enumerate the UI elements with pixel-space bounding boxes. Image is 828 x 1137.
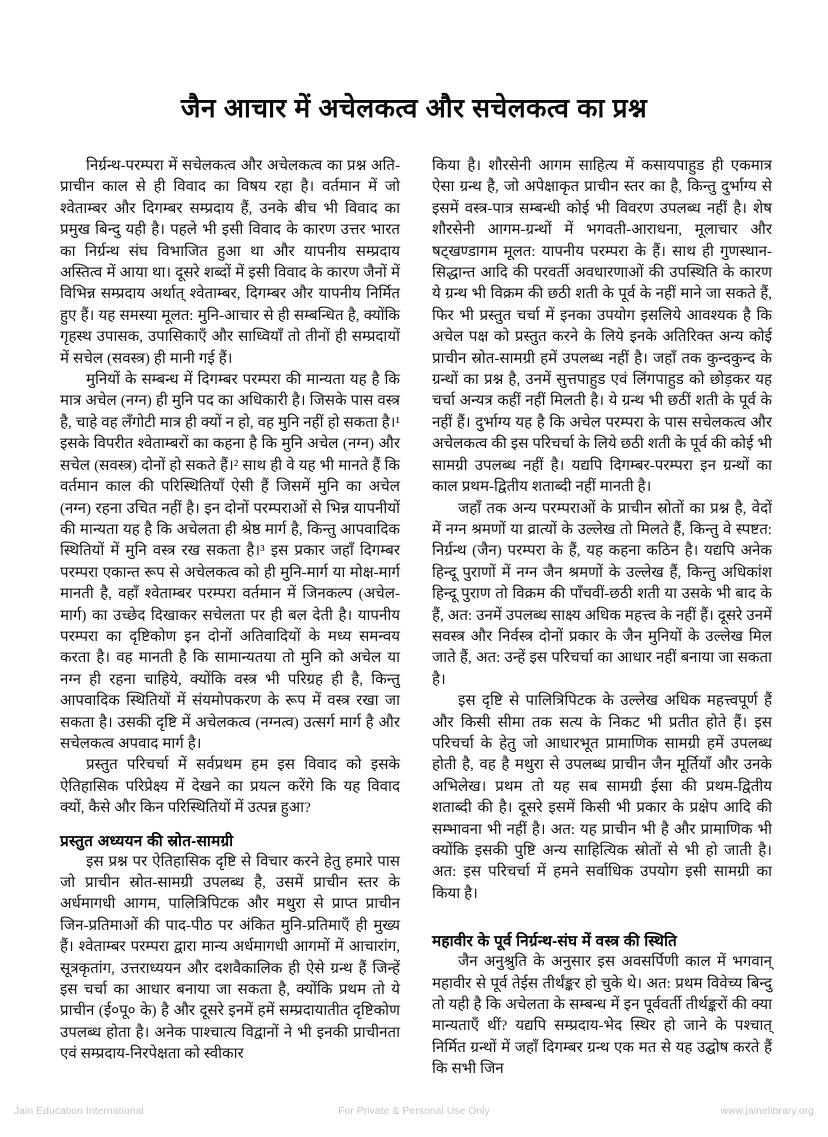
paragraph: निर्ग्रन्थ-परम्परा में सचेलकत्व और अचेलकत्व का प्रश्न अति-प्राचीन काल से ही विवाद का विषय रहा है। वर्तमान में जो श्वेताम्बर और दिगम्बर सम्प्रदाय हैं, उनके बीच भी विवाद का प्रमुख बिन्दु यही है। पहले भी इसी विवाद के कारण उत्तर भारत का निर्ग्रन्थ संघ विभाजित हुआ था और यापनीय सम्प्रदाय अस्तित्व में आया था। दूसरे शब्दों में इसी विवाद के कारण जैनों में विभिन्न सम्प्रदाय अर्थात् श्वेताम्बर, दिगम्बर और यापनीय निर्मित हुए हैं। यह समस्या मूलत: मुनि-आचार से ही सम्बन्धित है, क्योंकि गृहस्थ उपासक, उपासिकाएँ और साध्वियाँ तो तीनों ही सम्प्रदायों में सचेल (सवस्त्र) ही मानी गई हैं। — [60, 158, 400, 367]
footer-usage-notice: For Private & Personal Use Only — [338, 1105, 490, 1117]
paragraph: किया है। शौरसेनी आगम साहित्य में कसायपाहुड ही एकमात्र ऐसा ग्रन्थ है, जो अपेक्षाकृत प्राचीन स्तर का है, किन्तु दुर्भाग्य से इसमें वस्त्र-पात्र सम्बन्धी कोई भी विवरण उपलब्ध नहीं है। शेष शौरसेनी आगम-ग्रन्थों में भगवती-आराधना, मूलाचार और षट्खण्डागम मूलत: यापनीय परम्परा के हैं। साथ ही गुणस्थान-सिद्धान्त आदि की परवर्ती अवधारणाओं की उपस्थिति के कारण ये ग्रन्थ भी विक्रम की छठी शती के पूर्व के नहीं माने जा सकते हैं, फिर भी प्रस्तुत चर्चा में इनका उपयोग इसलिये आवश्यक है कि अचेल पक्ष को प्रस्तुत करने के लिये इनके अतिरिक्त अन्य कोई प्राचीन स्रोत-सामग्री हमें उपलब्ध नहीं है। जहाँ तक कुन्दकुन्द के ग्रन्थों का प्रश्न है, उनमें सुत्तपाहुड एवं लिंगपाहुड को छोड़कर यह चर्चा अन्यत्र कहीं नहीं मिलती है। ये ग्रन्थ भी छठीं शती के पूर्व के नहीं हैं। दुर्भाग्य यह है कि अचेल परम्परा के पास सचेलकत्व और अचेलकत्व की इस परिचर्चा के लिये छठी शती के पूर्व की कोई भी सामग्री उपलब्ध नहीं है। यद्यपि दिगम्बर-परम्परा इन ग्रन्थों का काल प्रथम-द्वितीय शताब्दी नहीं मानती है। — [432, 158, 772, 496]
right-column — [432, 156, 772, 1081]
paragraph: इस दृष्टि से पालित्रिपिटक के उल्लेख अधिक महत्त्वपूर्ण हैं और किसी सीमा तक सत्य के निकट भी प्रतीत होते हैं। इस परिचर्चा के हेतु जो आधारभूत प्रामाणिक सामग्री हमें उपलब्ध होती है, वह है मथुरा से उपलब्ध प्राचीन जैन मूर्तियाँ और उनके अभिलेख। प्रथम तो यह सब सामग्री ईसा की प्रथम-द्वितीय शताब्दी की है। दूसरे इसमें किसी भी प्रकार के प्रक्षेप आदि की सम्भावना भी नहीं है। अत: यह प्राचीन भी है और प्रामाणिक भी क्योंकि इसकी पुष्टि अन्य साहित्यिक स्रोतों से भी हो जाती है। अत: इस परिचर्चा में हमने सर्वाधिक उपयोग इसी सामग्री का किया है। — [432, 693, 772, 902]
paragraph: जहाँ तक अन्य परम्पराओं के प्राचीन स्रोतों का प्रश्न है, वेदों में नग्न श्रमणों या व्रात्यों के उल्लेख तो मिलते हैं, किन्तु वे स्पष्टत: निर्ग्रन्थ (जैन) परम्परा के हैं, यह कहना कठिन है। यद्यपि अनेक हिन्दू पुराणों में नग्न जैन श्रमणों के उल्लेख हैं, किन्तु अधिकांश हिन्दू पुराण तो विक्रम की पाँचवीं-छठी शती या उसके भी बाद के हैं, अत: उनमें उपलब्ध साक्ष्य अधिक महत्त्व के नहीं हैं। दूसरे उनमें सवस्त्र और निर्वस्त्र दोनों प्रकार के जैन मुनियों के उल्लेख मिल जाते हैं, अत: उन्हें इस परिचर्चा का आधार नहीं बनाया जा सकता है। — [432, 500, 772, 688]
paragraph: मुनियों के सम्बन्ध में दिगम्बर परम्परा की मान्यता यह है कि मात्र अचेल (नग्न) ही मुनि पद का अधिकारी है। जिसके पास वस्त्र है, चाहे वह लँगोटी मात्र ही क्यों न हो, वह मुनि नहीं हो सकता है।¹ इसके विपरीत श्वेताम्बरों का कहना है कि मुनि अचेल (नग्न) और सचेल (सवस्त्र) दोनों हो सकते हैं।² साथ ही वे यह भी मानते हैं कि वर्तमान काल की परिस्थितियाँ ऐसी हैं जिसमें मुनि का अचेल (नग्न) रहना उचित नहीं है। इन दोनों परम्पराओं से भिन्न यापनीयों की मान्यता यह है कि अचेलता ही श्रेष्ठ मार्ग है, किन्तु आपवादिक स्थितियों में मुनि वस्त्र रख सकता है।³ इस प्रकार जहाँ दिगम्बर परम्परा एकान्त रूप से अचेलकत्व को ही मुनि-मार्ग या मोक्ष-मार्ग मानती है, वहाँ श्वेताम्बर परम्परा वर्तमान में जिनकल्प (अचेल-मार्ग) का उच्छेद दिखाकर सचेलता पर ही बल देती है। यापनीय परम्परा का दृष्टिकोण इन दोनों अतिवादियों के मध्य समन्वय करता है। वह मानती है कि सामान्यतया तो मुनि को अचेल या नग्न ही रहना चाहिये, क्योंकि वस्त्र भी परिग्रह ही है, किन्तु आपवादिक स्थितियों में संयमोपकरण के रूप में वस्त्र रखा जा सकता है। उसकी दृष्टि में अचेलकत्व (नग्नत्व) उत्सर्ग मार्ग है और सचेलकत्व अपवाद मार्ग है। — [60, 372, 401, 752]
page-title: जैन आचार में अचेलकत्व और सचेलकत्व का प्रश्न — [180, 92, 648, 123]
paragraph: इस प्रश्न पर ऐतिहासिक दृष्टि से विचार करने हेतु हमारे पास जो प्राचीन स्रोत-सामग्री उपलब्ध है, उसमें प्राचीन स्तर के अर्धमागधी आगम, पालित्रिपिटक और मथुरा से प्राप्त प्राचीन जिन-प्रतिमाओं की पाद-पीठ पर अंकित मुनि-प्रतिमाएँ ही मुख्य हैं। श्वेताम्बर परम्परा द्वारा मान्य अर्धमागधी आगमों में आचारांग, सूत्रकृतांग, उत्तराध्ययन और दशवैकालिक ही ऐसे ग्रन्थ हैं जिन्हें इस चर्चा का आधार बनाया जा सकता है, क्योंकि प्रथम तो ये प्राचीन (ई०पू० के) है और दूसरे इनमें हमें सम्प्रदायातीत दृष्टिकोण उपलब्ध होता है। अनेक पाश्चात्य विद्वानों ने भी इनकी प्राचीनता एवं सम्प्रदाय-निरपेक्षता को स्वीकार — [60, 853, 400, 1063]
two-column-body — [60, 156, 772, 1078]
section-heading-source-material: प्रस्तुत अध्ययन की स्रोत-सामग्री — [60, 832, 234, 850]
paragraph: जैन अनुश्रुति के अनुसार इस अवसर्पिणी काल में भगवान् महावीर से पूर्व तेईस तीर्थंङ्कर हो चुके थे। अत: प्रथम विवेच्य बिन्दु तो यही है कि अचेलता के सम्बन्ध में इन पूर्ववर्ती तीर्थङ्करों की क्या मान्यताएँ थीं? यद्यपि सम्प्रदाय-भेद स्थिर हो जाने के पश्चात् निर्मित ग्रन्थों में जहाँ दिगम्बर ग्रन्थ एक मत से यह उद्घोष करते हैं कि सभी जिन — [432, 954, 772, 1078]
footer-organization: Jain Education International — [14, 1105, 144, 1117]
footer-website-url[interactable]: www.jainelibrary.org — [720, 1105, 814, 1117]
section-heading-pre-mahavira: महावीर के पूर्व निर्ग्रन्थ-संघ में वस्त्र की स्थिति — [432, 933, 677, 951]
page-footer — [0, 1100, 828, 1122]
paragraph: प्रस्तुत परिचर्चा में सर्वप्रथम हम इस विवाद को इसके ऐतिहासिक परिप्रेक्ष्य में देखने का प्रयत्न करेंगे कि यह विवाद क्यों, कैसे और किन परिस्थितियों में उत्पन्न हुआ? — [60, 757, 400, 817]
left-column — [60, 156, 400, 1066]
